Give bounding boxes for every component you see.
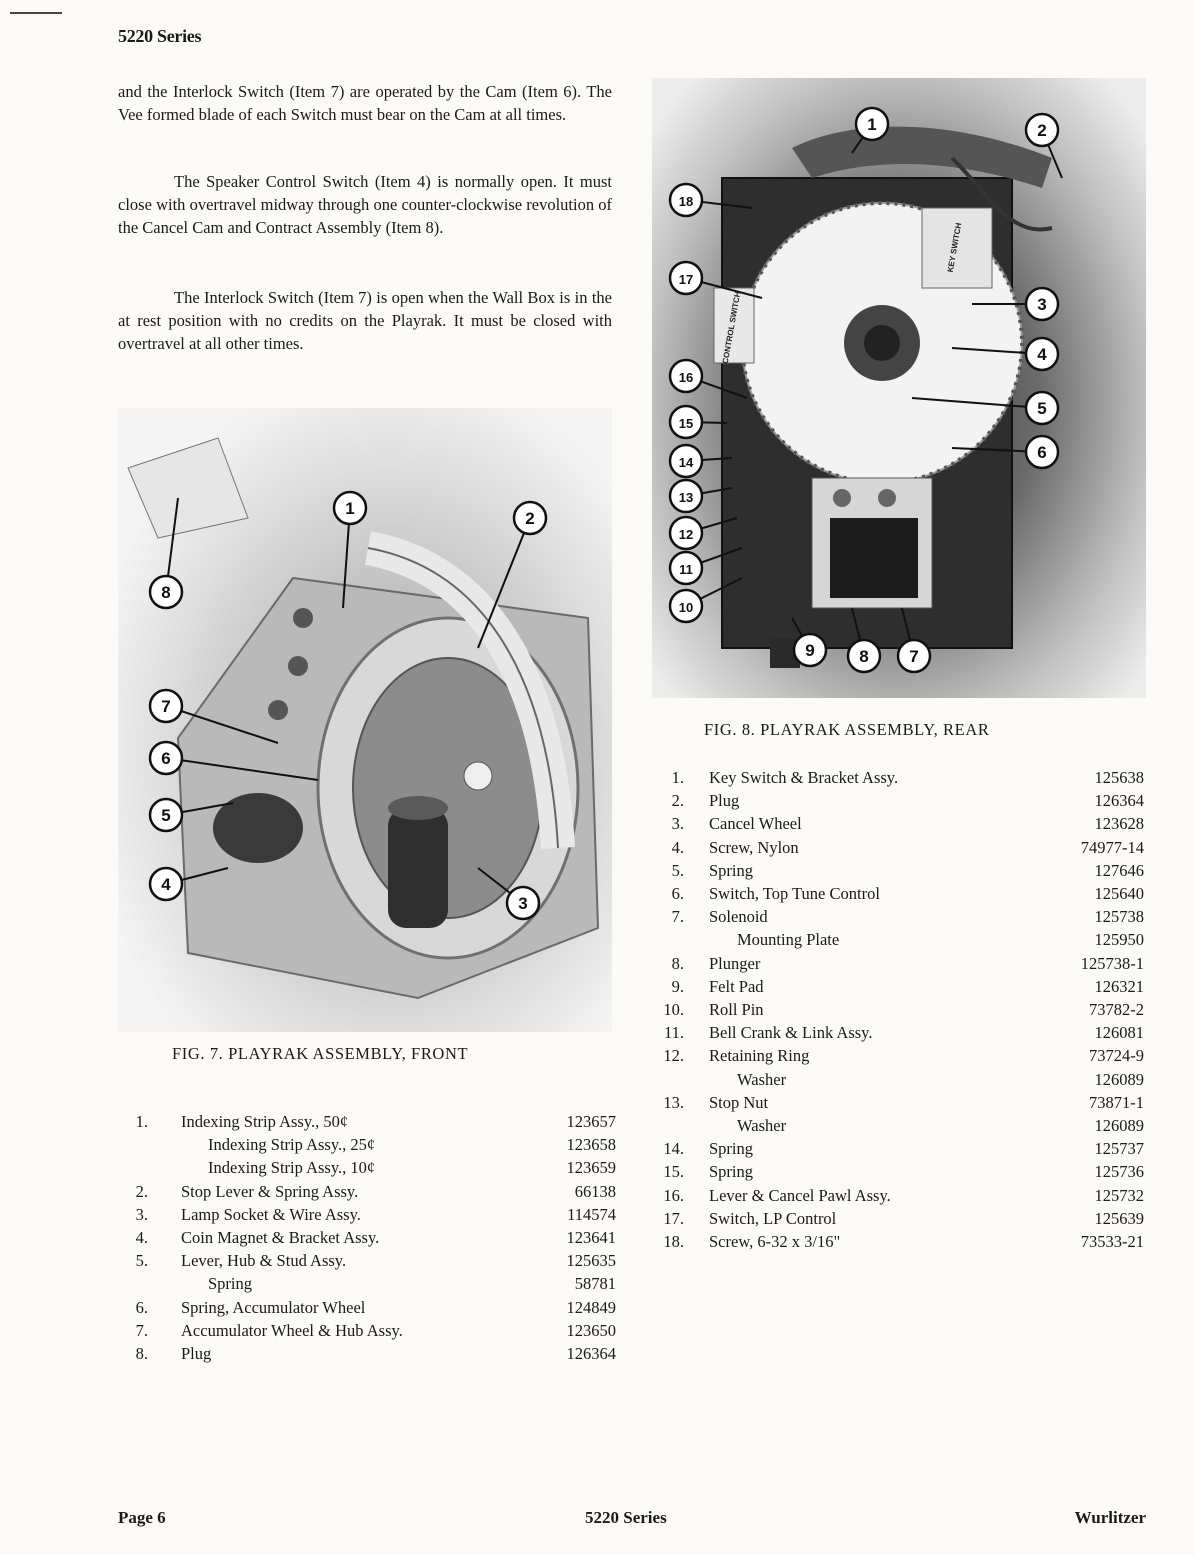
part-description: Indexing Strip Assy., 50¢ xyxy=(181,1112,349,1131)
paragraph-1: and the Interlock Switch (Item 7) are operated by the Cam (Item 6). The Vee formed blade of each Switch must bear on the Cam at all times. xyxy=(118,82,612,124)
callout-leader-line xyxy=(912,398,1042,408)
callout-label: 8 xyxy=(161,583,171,602)
callout-label: 3 xyxy=(1037,295,1047,314)
callout-label: 4 xyxy=(1037,345,1047,364)
part-item-number: 17. xyxy=(663,1208,684,1228)
parts-row xyxy=(118,1135,616,1158)
parts-row xyxy=(648,1070,1144,1093)
part-number: 124849 xyxy=(566,1297,616,1317)
part-description: Screw, 6-32 x 3/16" xyxy=(709,1232,841,1251)
part-number: 125737 xyxy=(1094,1139,1144,1159)
part-item-number: 16. xyxy=(663,1185,684,1205)
callout-label: 4 xyxy=(161,875,171,894)
callout-label: 5 xyxy=(161,806,171,825)
part-number: 125738 xyxy=(1094,907,1144,927)
part-description: Washer xyxy=(737,1069,787,1089)
callout-label: 12 xyxy=(678,527,694,542)
parts-row xyxy=(648,884,1144,907)
part-item-number: 8. xyxy=(671,953,684,973)
part-number: 73871-1 xyxy=(1089,1092,1144,1112)
part-description: Spring xyxy=(709,1139,754,1159)
parts-row xyxy=(648,1162,1144,1185)
top-rule xyxy=(10,12,62,14)
part-number: 125638 xyxy=(1094,768,1144,787)
parts-row xyxy=(648,791,1144,814)
parts-row xyxy=(118,1344,616,1367)
callout-label: 13 xyxy=(678,490,694,505)
callout-label: 2 xyxy=(1037,121,1047,140)
part-item-number: 5. xyxy=(671,860,684,880)
parts-row xyxy=(118,1158,616,1181)
part-number: 114574 xyxy=(567,1204,616,1224)
part-description: Stop Nut xyxy=(709,1092,769,1112)
parts-row xyxy=(648,930,1144,953)
part-description: Switch, LP Control xyxy=(709,1208,837,1228)
part-description: Indexing Strip Assy., 25¢ xyxy=(208,1135,376,1155)
figure-7-caption: FIG. 7. PLAYRAK ASSEMBLY, FRONT xyxy=(172,1044,469,1063)
part-description: Spring, Accumulator Wheel xyxy=(181,1297,366,1317)
part-number: 126321 xyxy=(1094,976,1144,996)
callout-label: 11 xyxy=(679,562,693,577)
footer-series: 5220 Series xyxy=(585,1508,667,1527)
parts-row xyxy=(648,954,1144,977)
part-item-number: 4. xyxy=(671,837,684,857)
switch-label: CONTROL SWITCH xyxy=(720,290,743,365)
parts-row xyxy=(118,1321,616,1344)
part-description: Lever, Hub & Stud Assy. xyxy=(181,1251,347,1271)
callout-leader-line xyxy=(166,706,278,743)
part-description: Key Switch & Bracket Assy. xyxy=(709,768,899,787)
parts-row xyxy=(648,1000,1144,1023)
part-item-number: 6. xyxy=(671,884,684,903)
part-description: Coin Magnet & Bracket Assy. xyxy=(181,1228,380,1247)
part-number: 125738-1 xyxy=(1080,953,1144,973)
rear-callout-layer xyxy=(652,78,1146,698)
part-number: 126364 xyxy=(566,1344,616,1363)
part-description: Stop Lever & Spring Assy. xyxy=(181,1181,359,1201)
parts-row xyxy=(118,1298,616,1321)
part-description: Retaining Ring xyxy=(709,1046,810,1066)
part-number: 58781 xyxy=(574,1274,616,1294)
paragraph-3: The Interlock Switch (Item 7) is open when the Wall Box is in the at rest position with no credits on the Playrak. It must be closed with overtravel at all other times. xyxy=(118,288,612,353)
switch-label: KEY SWITCH xyxy=(945,222,964,274)
paragraph-2: The Speaker Control Switch (Item 4) is normally open. It must close with overtravel midway through one counter-clockwise revolution of the Cancel Cam and Contract Assembly (Item 8). xyxy=(118,172,612,237)
parts-row xyxy=(648,1023,1144,1046)
parts-row xyxy=(648,1093,1144,1116)
part-number: 123641 xyxy=(566,1228,616,1247)
parts-row xyxy=(648,1139,1144,1162)
part-item-number: 1. xyxy=(671,768,684,787)
parts-row xyxy=(648,861,1144,884)
part-item-number: 4. xyxy=(135,1228,148,1247)
parts-row xyxy=(648,907,1144,930)
part-number: 74977-14 xyxy=(1080,837,1144,857)
parts-row xyxy=(648,977,1144,1000)
parts-row xyxy=(648,1046,1144,1069)
callout-leader-line xyxy=(166,758,318,780)
part-number: 126089 xyxy=(1094,1116,1144,1135)
part-item-number: 10. xyxy=(663,1000,684,1019)
callout-label: 1 xyxy=(345,499,355,518)
parts-row xyxy=(648,838,1144,861)
playrak-front-photo xyxy=(118,408,612,1032)
part-description: Indexing Strip Assy., 10¢ xyxy=(208,1158,376,1178)
part-description: Mounting Plate xyxy=(737,930,840,950)
callout-label: 2 xyxy=(525,509,535,528)
part-item-number: 3. xyxy=(671,814,684,834)
part-number: 123658 xyxy=(566,1135,616,1155)
part-number: 126081 xyxy=(1094,1023,1144,1043)
part-description: Cancel Wheel xyxy=(709,814,802,834)
page-header-series: 5220 Series xyxy=(118,26,202,46)
part-number: 125736 xyxy=(1094,1162,1144,1182)
part-item-number: 2. xyxy=(671,791,684,811)
part-description: Bell Crank & Link Assy. xyxy=(709,1023,873,1043)
part-item-number: 1. xyxy=(135,1112,148,1131)
part-description: Spring xyxy=(709,860,754,880)
playrak-rear-photo xyxy=(652,78,1146,698)
part-number: 73782-2 xyxy=(1089,1000,1144,1019)
callout-label: 1 xyxy=(867,115,877,134)
callout-leader-line xyxy=(478,518,530,648)
callout-label: 3 xyxy=(518,894,528,913)
part-description: Lamp Socket & Wire Assy. xyxy=(181,1204,361,1224)
part-description: Roll Pin xyxy=(709,1000,764,1019)
parts-list-front xyxy=(118,1112,616,1362)
callout-label: 7 xyxy=(161,697,171,716)
figure-8-caption: FIG. 8. PLAYRAK ASSEMBLY, REAR xyxy=(704,720,990,739)
part-item-number: 5. xyxy=(135,1251,148,1271)
callout-label: 5 xyxy=(1037,399,1047,418)
parts-row xyxy=(648,1116,1144,1139)
part-description: Plug xyxy=(181,1344,212,1363)
callout-label: 9 xyxy=(805,641,815,660)
part-number: 66138 xyxy=(574,1181,616,1201)
part-item-number: 12. xyxy=(663,1046,684,1066)
callout-label: 6 xyxy=(1037,443,1047,462)
part-item-number: 13. xyxy=(663,1092,684,1112)
parts-row xyxy=(648,1186,1144,1209)
callout-label: 6 xyxy=(161,749,171,768)
part-description: Screw, Nylon xyxy=(709,837,799,857)
footer-page-number: Page 6 xyxy=(118,1508,166,1527)
part-number: 126089 xyxy=(1094,1069,1144,1089)
part-number: 125950 xyxy=(1094,930,1144,950)
part-item-number: 6. xyxy=(135,1297,148,1317)
part-item-number: 14. xyxy=(663,1139,684,1159)
parts-row xyxy=(118,1251,616,1274)
callout-label: 15 xyxy=(678,416,694,431)
callout-label: 10 xyxy=(678,600,694,615)
part-number: 125732 xyxy=(1094,1185,1144,1205)
part-item-number: 9. xyxy=(671,976,684,996)
part-number: 73533-21 xyxy=(1080,1232,1144,1251)
callout-label: 18 xyxy=(678,194,694,209)
parts-row xyxy=(118,1274,616,1297)
footer-brand: Wurlitzer xyxy=(1074,1508,1146,1527)
part-item-number: 11. xyxy=(663,1023,684,1043)
parts-row xyxy=(118,1182,616,1205)
callout-label: 8 xyxy=(859,647,869,666)
part-number: 126364 xyxy=(1094,791,1144,811)
callout-label: 17 xyxy=(678,272,694,287)
part-number: 123628 xyxy=(1094,814,1144,834)
part-item-number: 8. xyxy=(135,1344,148,1363)
parts-row xyxy=(648,768,1144,791)
parts-row xyxy=(648,1209,1144,1232)
parts-list-rear xyxy=(648,768,1144,1258)
part-number: 125640 xyxy=(1094,884,1144,903)
part-description: Plunger xyxy=(709,953,761,973)
part-number: 73724-9 xyxy=(1089,1046,1144,1066)
part-description: Plug xyxy=(709,791,740,811)
part-item-number: 3. xyxy=(135,1204,148,1224)
parts-row xyxy=(118,1112,616,1135)
part-item-number: 7. xyxy=(671,907,684,927)
callout-label: 14 xyxy=(678,455,694,470)
part-number: 123657 xyxy=(566,1112,616,1131)
parts-row xyxy=(648,1232,1144,1255)
part-item-number: 7. xyxy=(135,1320,148,1340)
callout-label: 7 xyxy=(909,647,919,666)
part-description: Spring xyxy=(208,1274,253,1294)
part-description: Spring xyxy=(709,1162,754,1182)
part-number: 123650 xyxy=(566,1320,616,1340)
part-number: 125635 xyxy=(566,1251,616,1271)
part-number: 125639 xyxy=(1094,1208,1144,1228)
parts-row xyxy=(118,1205,616,1228)
part-number: 123659 xyxy=(566,1158,616,1178)
part-description: Switch, Top Tune Control xyxy=(709,884,880,903)
part-description: Felt Pad xyxy=(709,976,764,996)
parts-row xyxy=(648,814,1144,837)
part-item-number: 2. xyxy=(135,1181,148,1201)
callout-label: 16 xyxy=(678,370,694,385)
part-item-number: 15. xyxy=(663,1162,684,1182)
part-description: Accumulator Wheel & Hub Assy. xyxy=(181,1320,403,1340)
part-item-number: 18. xyxy=(663,1232,684,1251)
parts-row xyxy=(118,1228,616,1251)
part-number: 127646 xyxy=(1094,860,1144,880)
part-description: Solenoid xyxy=(709,907,768,927)
front-callout-layer xyxy=(118,408,612,1032)
part-description: Washer xyxy=(737,1116,787,1135)
part-description: Lever & Cancel Pawl Assy. xyxy=(709,1185,891,1205)
